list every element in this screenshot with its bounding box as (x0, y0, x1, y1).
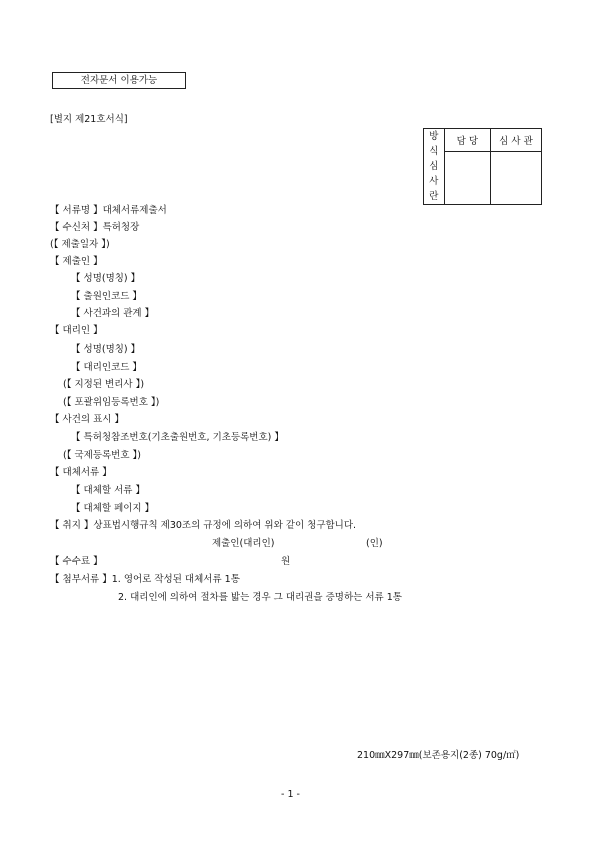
fee-label: 【 수수료 】 (50, 556, 103, 567)
approval-box (423, 128, 542, 205)
submitter-relation-line: 【 사건과의 관계 】 (71, 308, 155, 319)
agent-name-line: 【 성명(명칭) 】 (71, 344, 141, 355)
page-number: - 1 - (281, 789, 300, 800)
replacement-page-line: 【 대체할 페이지 】 (71, 503, 155, 514)
signer-label: 제출인(대리인) (212, 538, 275, 549)
case-reference-line: 【 특허청참조번호(기초출원번호, 기초등록번호) 】 (71, 432, 284, 443)
attachment-line-2: 2. 대리인에 의하여 절차를 밟는 경우 그 대리권을 증명하는 서류 1통 (118, 592, 402, 603)
purpose-line: 【 취지 】상표법시행규칙 제30조의 규정에 의하여 위와 같이 청구합니다. (50, 520, 357, 531)
fee-unit: 원 (281, 556, 291, 567)
seal-mark: (인) (366, 538, 383, 549)
case-heading: 【 사건의 표시 】 (50, 414, 124, 425)
submitter-code-line: 【 출원인코드 】 (71, 291, 142, 302)
approval-officer-cell (444, 152, 490, 205)
replacement-doc-line: 【 대체할 서류 】 (71, 485, 145, 496)
approval-examiner-header: 심 사 관 (490, 129, 541, 152)
submit-date-line: (【 제출일자 】) (50, 239, 110, 250)
approval-examiner-cell (490, 152, 541, 205)
paper-spec: 210㎜X297㎜(보존용지(2종) 70g/㎡) (357, 750, 520, 761)
submitter-name-line: 【 성명(명칭) 】 (71, 273, 141, 284)
submitter-heading: 【 제출인 】 (50, 256, 103, 267)
doc-name-line: 【 서류명 】대체서류제출서 (50, 205, 167, 216)
agent-code-line: 【 대리인코드 】 (71, 362, 142, 373)
case-intl-line: (【 국제등록번호 】) (63, 450, 142, 461)
electronic-document-banner: 전자문서 이용가능 (52, 72, 186, 89)
replacement-heading: 【 대체서류 】 (50, 467, 112, 478)
agent-power-line: (【 포괄위임등록번호 】) (63, 397, 160, 408)
form-number: [별지 제21호서식] (50, 114, 128, 125)
agent-designated-line: (【 지정된 변리사 】) (63, 379, 145, 390)
attachment-line-1: 【 첨부서류 】1. 영어로 작성된 대체서류 1통 (50, 574, 240, 585)
approval-officer-header: 담 당 (444, 129, 490, 152)
agent-heading: 【 대리인 】 (50, 325, 103, 336)
approval-side-label: 방 식 심 사 란 (424, 129, 445, 205)
recipient-line: 【 수신처 】특허청장 (50, 222, 140, 233)
